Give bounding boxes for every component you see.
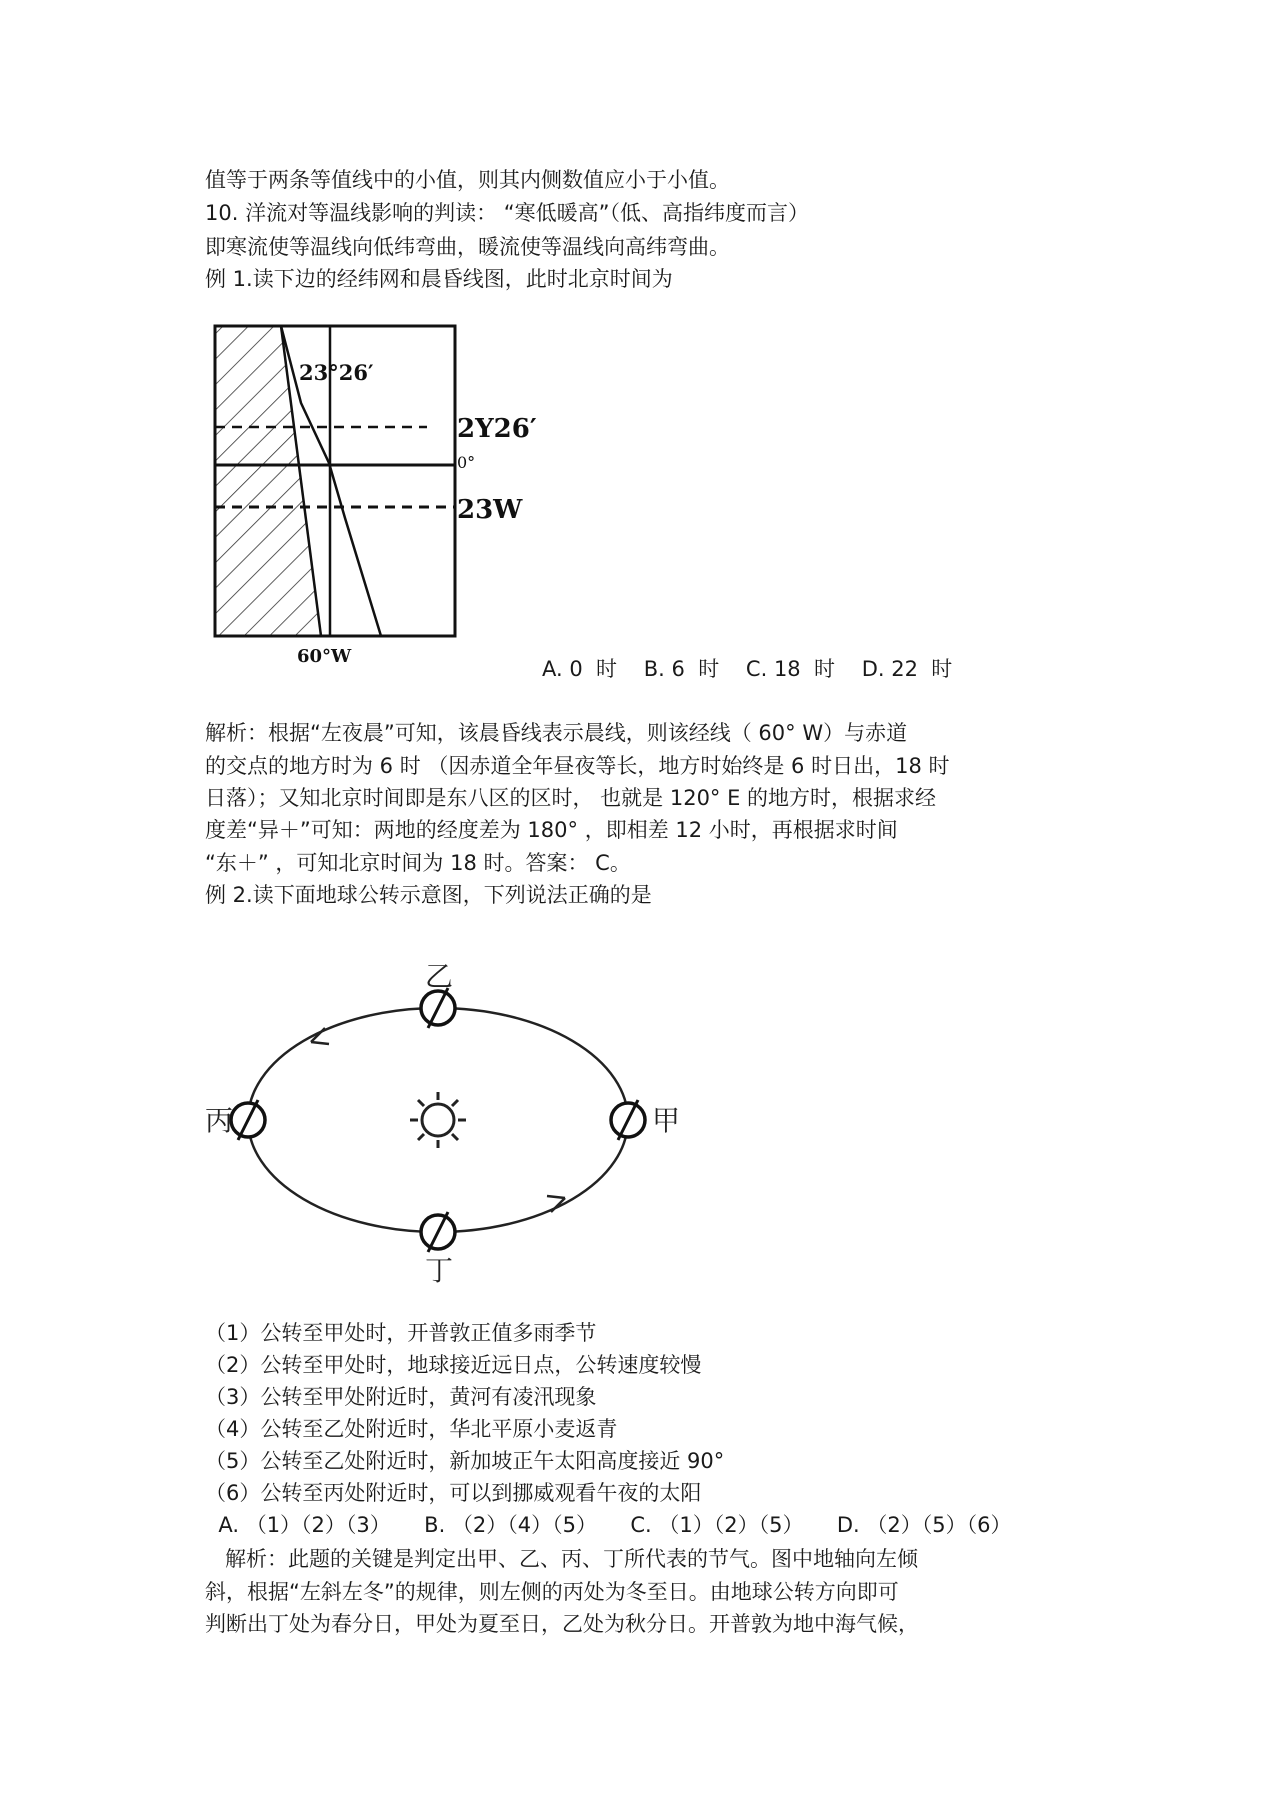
statement-item: （4）公转至乙处附近时，华北平原小麦返青 bbox=[205, 1417, 618, 1441]
text-line: 例 1.读下边的经纬网和晨昏线图，此时北京时间为 bbox=[205, 267, 673, 291]
text-line: 解析：根据“左夜晨”可知，该晨昏线表示晨线，则该经线（ 60° W）与赤道 bbox=[205, 721, 908, 745]
statement-item: （2）公转至甲处时，地球接近远日点，公转速度较慢 bbox=[205, 1353, 702, 1377]
statement-item: （6）公转至丙处附近时，可以到挪威观看午夜的太阳 bbox=[205, 1481, 702, 1505]
text-line: “东＋” ，可知北京时间为 18 时。答案： C。 bbox=[205, 851, 631, 875]
sun-icon bbox=[410, 1092, 466, 1148]
tropic-north-label: 2Y26′ bbox=[457, 414, 537, 444]
position-label-top: 乙 bbox=[425, 962, 454, 993]
text-line: 度差“异＋”可知：两地的经度差为 180° ，即相差 12 小时，再根据求时间 bbox=[205, 818, 898, 842]
text-line: 日落）；又知北京时间即是东八区的区时， 也就是 120° E 的地方时，根据求经 bbox=[205, 786, 937, 810]
text-line: 的交点的地方时为 6 时 （因赤道全年昼夜等长，地方时始终是 6 时日出，18 时 bbox=[205, 754, 950, 778]
statement-item: （3）公转至甲处附近时，黄河有凌汛现象 bbox=[205, 1385, 597, 1409]
text-line: 值等于两条等值线中的小值，则其内侧数值应小于小值。 bbox=[205, 168, 730, 192]
position-label-left: 丙 bbox=[205, 1104, 234, 1137]
meridian-label: 60°W bbox=[297, 646, 352, 667]
text-line: 10. 洋流对等温线影响的判读： “寒低暖高”（低、高指纬度而言） bbox=[205, 201, 810, 225]
earth-bottom-icon bbox=[421, 1212, 455, 1252]
earth-top-icon bbox=[421, 988, 455, 1028]
text-line: 例 2.读下面地球公转示意图，下列说法正确的是 bbox=[205, 883, 652, 907]
position-label-right: 甲 bbox=[652, 1104, 681, 1137]
text-line: 斜，根据“左斜左冬”的规律，则左侧的丙处为冬至日。由地球公转方向即可 bbox=[205, 1580, 899, 1604]
earth-right-icon bbox=[611, 1100, 645, 1140]
text-line: 判断出丁处为春分日，甲处为夏至日，乙处为秋分日。开普敦为地中海气候， bbox=[205, 1612, 919, 1636]
revolution-diagram bbox=[205, 962, 685, 1292]
example1-options: A. 0 时 B. 6 时 C. 18 时 D. 22 时 bbox=[542, 657, 953, 681]
statement-item: （1）公转至甲处时，开普敦正值多雨季节 bbox=[205, 1321, 597, 1345]
earth-left-icon bbox=[231, 1100, 265, 1140]
text-line: 即寒流使等温线向低纬弯曲，暖流使等温线向高纬弯曲。 bbox=[205, 235, 730, 259]
angle-label: 23°26′ bbox=[299, 360, 374, 385]
tropic-south-label: 23W bbox=[457, 495, 523, 525]
equator-label: 0° bbox=[457, 453, 476, 472]
statement-item: （5）公转至乙处附近时，新加坡正午太阳高度接近 90° bbox=[205, 1449, 725, 1473]
position-label-bottom: 丁 bbox=[425, 1254, 454, 1287]
text-line: 解析：此题的关键是判定出甲、乙、丙、丁所代表的节气。图中地轴向左倾 bbox=[205, 1547, 919, 1571]
example2-options: A. （1）（2）（3） B. （2）（4）（5） C. （1）（2）（5） D. （2）（5）（6） bbox=[205, 1513, 1012, 1537]
terminator-diagram bbox=[205, 318, 565, 678]
